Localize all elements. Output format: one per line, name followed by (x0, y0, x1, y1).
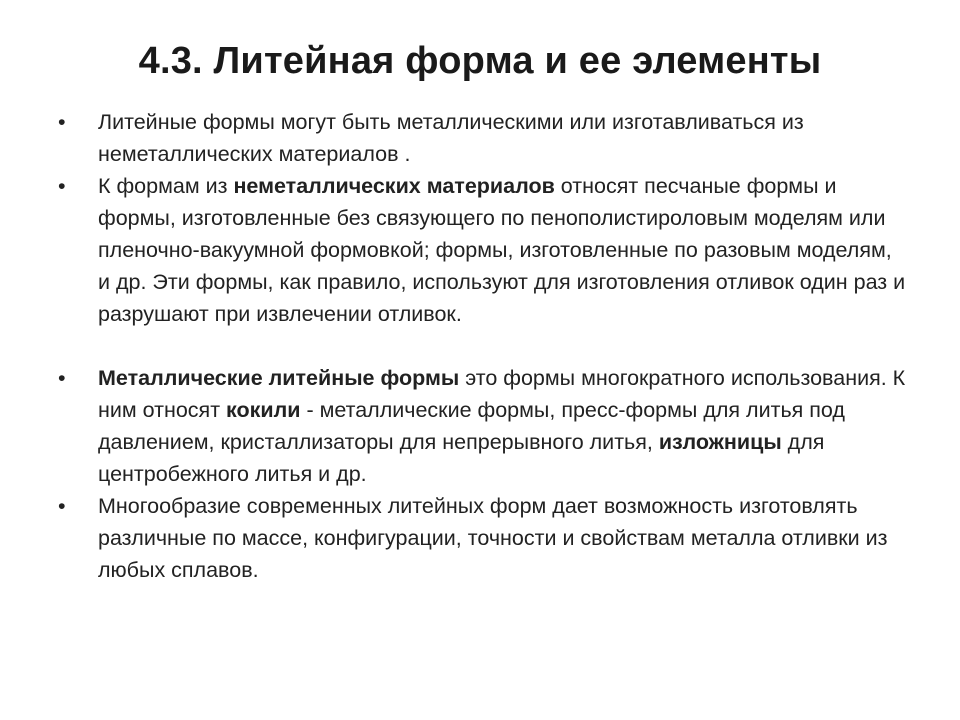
bullet-emphasis: кокили (226, 398, 301, 422)
bullet-item-2 (58, 170, 908, 330)
bullet-text: для центробежного литья и др. (98, 430, 825, 486)
bullet-item-1 (58, 106, 908, 170)
bullet-dot: • (58, 174, 66, 198)
spacer (58, 330, 908, 362)
bullet-emphasis: изложницы (658, 430, 782, 454)
bullet-text: Многообразие современных литейных форм дает возможность изготовлять различные по массе, конфигурации, точности и свойствам металла отливки из любых сплавов. (98, 494, 888, 582)
bullet-text: Литейные формы могут быть металлическими или изготавливаться из неметаллических материалов . (98, 110, 804, 166)
bullet-text: - металлические формы, пресс-формы для литья под давлением, кристаллизаторы для непрерывного литья, (98, 398, 845, 454)
bullet-dot: • (58, 366, 66, 390)
bullet-emphasis: Металлические литейные формы (98, 366, 460, 390)
bullet-dot: • (58, 110, 66, 134)
bullet-item-3 (58, 362, 908, 490)
bullet-text: это формы многократного использования. К ним относят (98, 366, 906, 422)
slide-title: 4.3. Литейная форма и ее элементы (138, 40, 822, 82)
bullet-emphasis: неметаллических материалов (233, 174, 555, 198)
bullet-list (58, 106, 908, 586)
bullet-item-4 (58, 490, 908, 586)
bullet-text: К формам из (98, 174, 234, 198)
bullet-text: относят песчаные формы и формы, изготовленные без связующего по пенополистироловым моделям или пленочно-вакуумной формовкой; формы, изготовленные по разовым моделям, и др. Эти формы, как правило, используют для изготовления отливок один раз и разрушают при извлечении отливок. (98, 174, 906, 326)
bullet-dot: • (58, 494, 66, 518)
